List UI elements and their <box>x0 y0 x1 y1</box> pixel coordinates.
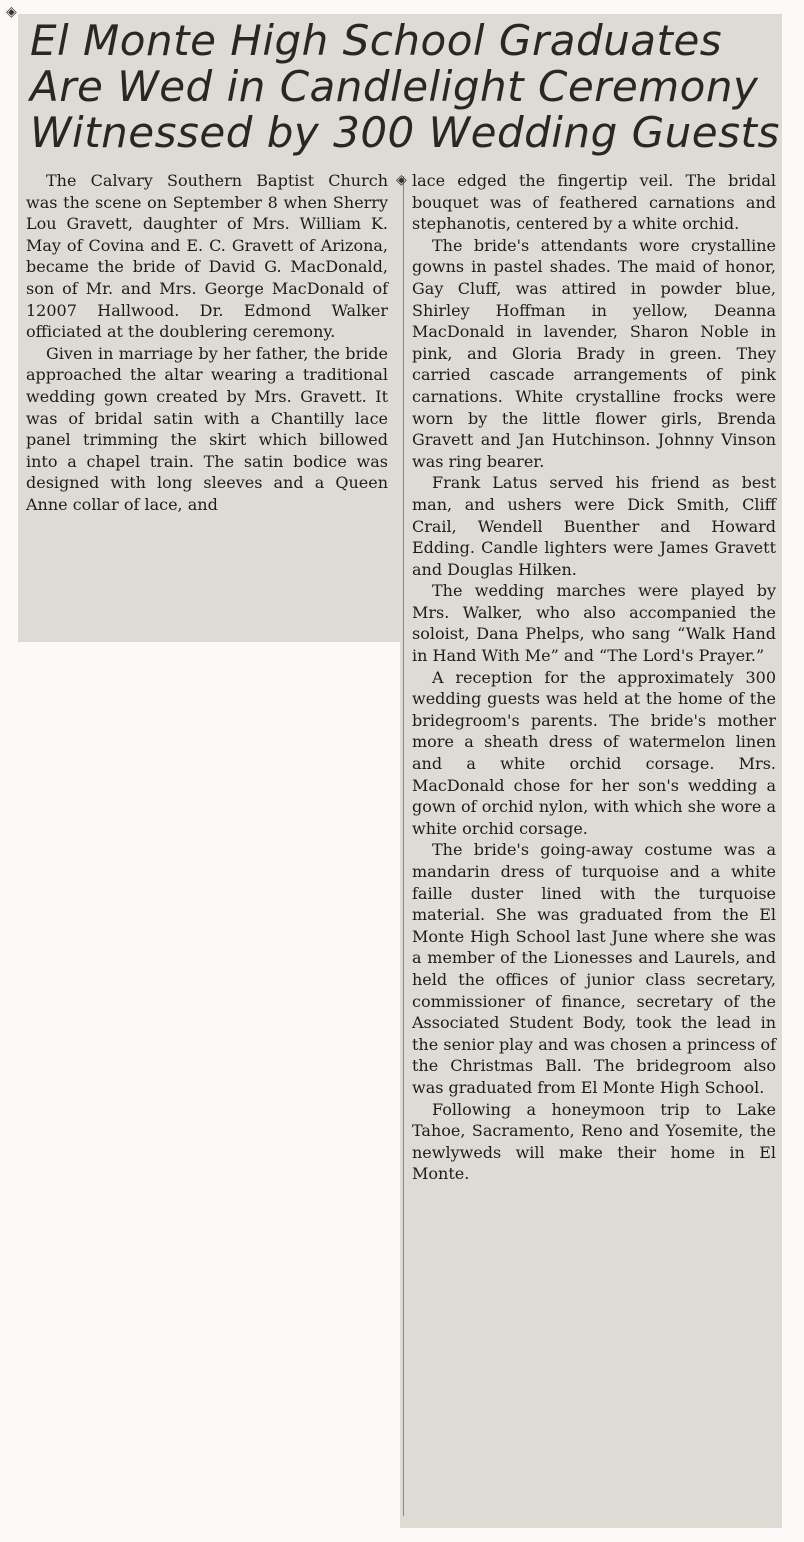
paragraph: Given in marriage by her father, the bride approached the altar wearing a traditional wedding gown created by Mrs. Gravett. It was of bridal satin with a Chantilly lace panel trimming the skirt which billowed into a chapel train. The satin bodice was designed with long sleeves and a Queen Anne collar of lace, and <box>26 343 388 514</box>
paragraph: The wedding marches were played by Mrs. Walker, who also accompanied the soloist, Dana Phelps, who sang “Walk Hand in Hand With Me” and “The Lord's Prayer.” <box>412 581 776 666</box>
article-column-2 <box>412 170 776 1185</box>
headline-line-3: Witnessed by 300 Wedding Guests <box>30 108 780 157</box>
corner-ornament-icon: ◈ <box>6 4 17 20</box>
paragraph: lace edged the fingertip veil. The bridal bouquet was of feathered carnations and stephanotis, centered by a white orchid. <box>412 171 776 234</box>
headline-line-1: El Monte High School Graduates <box>30 16 723 65</box>
paragraph: Following a honeymoon trip to Lake Tahoe, Sacramento, Reno and Yosemite, the newlyweds will make their home in El Monte. <box>412 1099 776 1184</box>
column-ornament-icon: ◈ <box>396 172 407 188</box>
paragraph: The bride's going-away costume was a mandarin dress of turquoise and a white faille duster lined with the turquoise material. She was graduated from the El Monte High School last June where she was a member of the Lionesses and Laurels, and held the offices of junior class secretary, commissioner of finance, secretary of the Associated Student Body, took the lead in the senior play and was chosen a princess of the Christmas Ball. The bridegroom also was graduated from El Monte High School. <box>412 840 776 1097</box>
paragraph: A reception for the approximately 300 wedding guests was held at the home of the bridegroom's parents. The bride's mother more a sheath dress of watermelon linen and a white orchid corsage. Mrs. MacDonald chose for her son's wedding a gown of orchid nylon, with which she wore a white orchid corsage. <box>412 667 776 838</box>
article-column-1 <box>26 170 388 516</box>
paragraph: The bride's attendants wore crystalline gowns in pastel shades. The maid of honor, Gay Cluff, was attired in powder blue, Shirley Hoffman in yellow, Deanna MacDonald in lavender, Sharon Noble in pink, and Gloria Brady in green. They carried cascade arrangements of pink carnations. White crystalline frocks were worn by the little flower girls, Brenda Gravett and Jan Hutchinson. Johnny Vinson was ring bearer. <box>412 235 776 471</box>
article-headline <box>30 18 780 156</box>
headline-line-2: Are Wed in Candlelight Ceremony <box>30 62 759 111</box>
column-divider <box>403 176 404 1516</box>
paragraph: The Calvary Southern Baptist Church was the scene on September 8 when Sherry Lou Gravett, daughter of Mrs. William K. May of Covina and E. C. Gravett of Arizona, became the bride of David G. MacDonald, son of Mr. and Mrs. George MacDonald of 12007 Hallwood. Dr. Edmond Walker officiated at the doublering ceremony. <box>26 171 388 342</box>
paragraph: Frank Latus served his friend as best man, and ushers were Dick Smith, Cliff Crail, Wendell Buenther and Howard Edding. Candle lighters were James Gravett and Douglas Hilken. <box>412 473 776 579</box>
